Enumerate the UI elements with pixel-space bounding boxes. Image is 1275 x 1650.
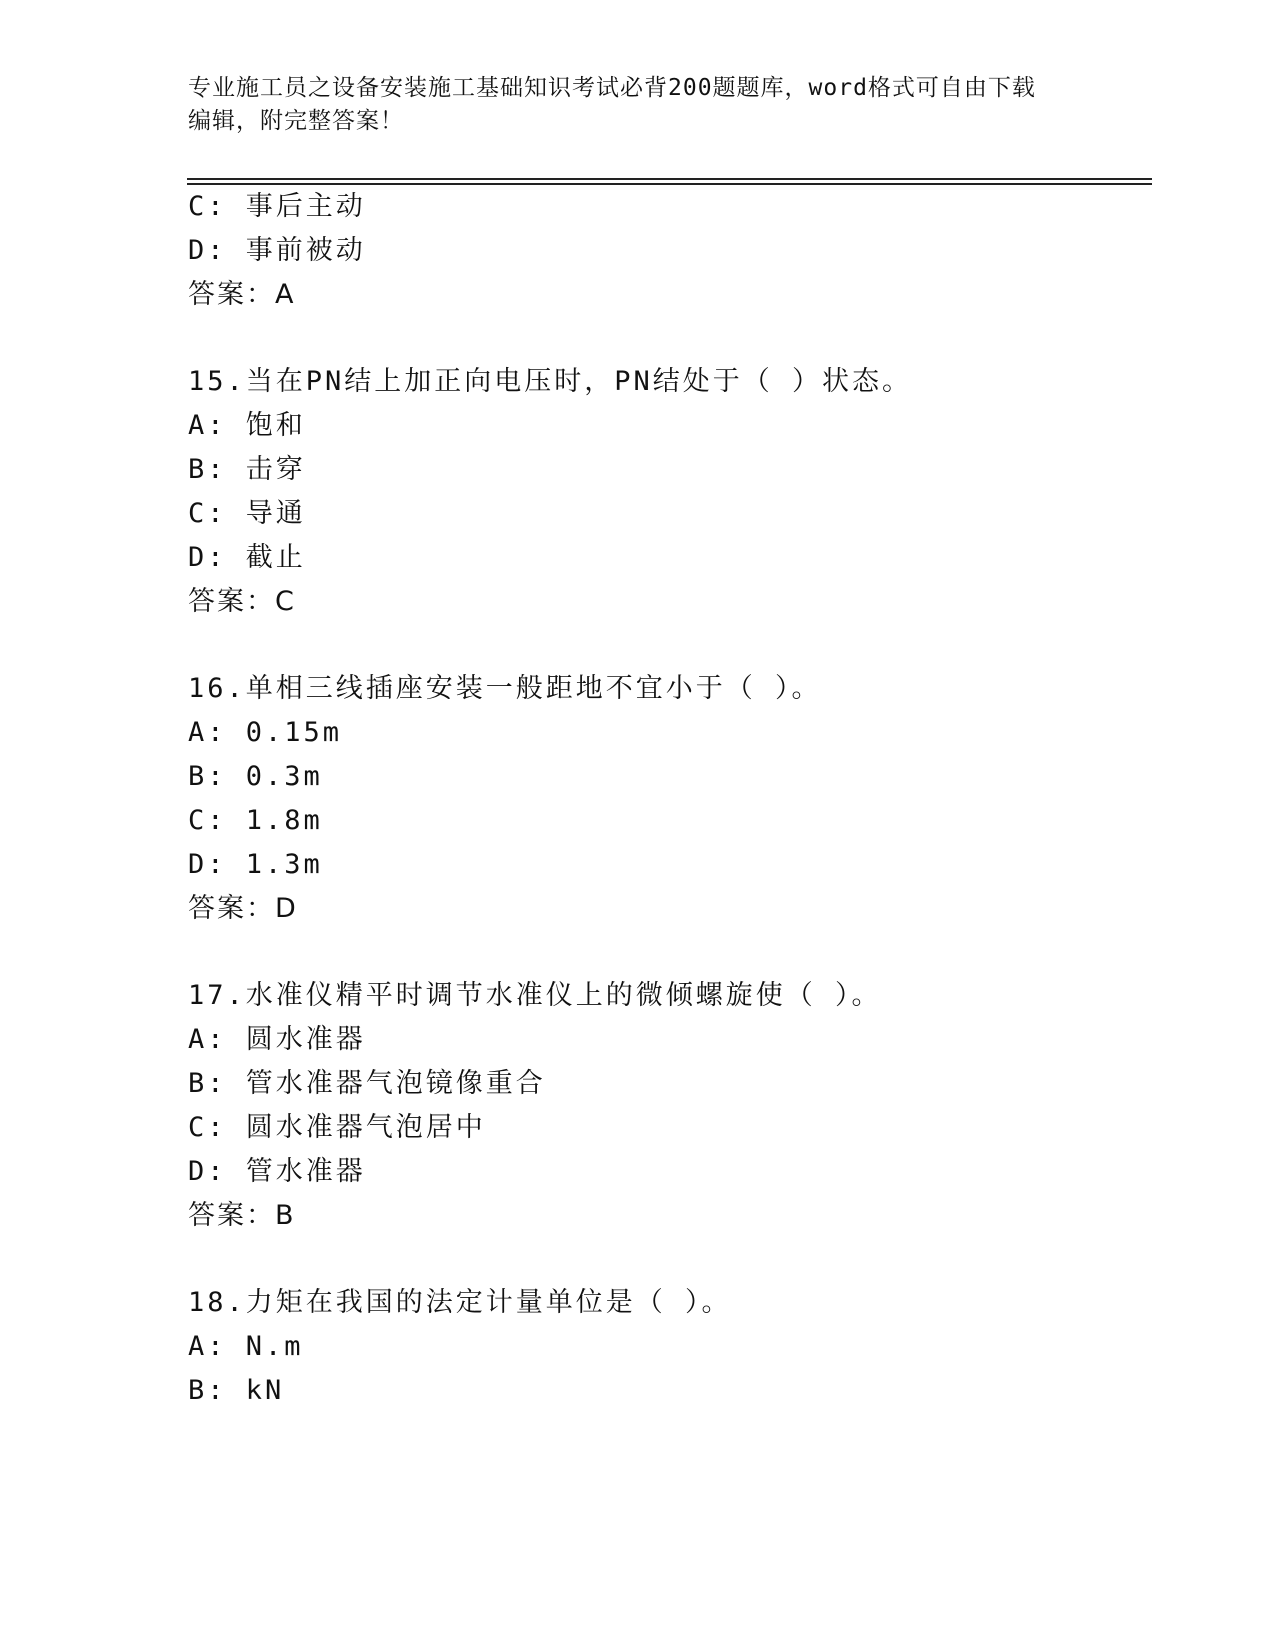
document-header xyxy=(188,72,1088,138)
header-divider-top xyxy=(187,178,1152,180)
question-16-answer: 答案：D xyxy=(188,893,298,924)
question-18-option-a: A: N.m xyxy=(188,1331,304,1362)
question-17-option-a: A: 圆水准器 xyxy=(188,1024,366,1055)
question-16-option-a: A: 0.15m xyxy=(188,717,343,748)
question-15-option-d: D: 截止 xyxy=(188,542,306,573)
question-17-stem: 17.水准仪精平时调节水准仪上的微倾螺旋使（ ）。 xyxy=(188,980,882,1011)
question-16-option-c: C: 1.8m xyxy=(188,805,323,836)
prev-option-d: D: 事前被动 xyxy=(188,235,366,266)
question-17-option-b: B: 管水准器气泡镜像重合 xyxy=(188,1068,546,1099)
question-17-option-c: C: 圆水准器气泡居中 xyxy=(188,1112,486,1143)
question-15-option-b: B: 击穿 xyxy=(188,454,306,485)
question-15-answer: 答案：C xyxy=(188,586,296,617)
question-17-answer: 答案：B xyxy=(188,1200,296,1231)
question-16-stem: 16.单相三线插座安装一般距地不宜小于（ ）。 xyxy=(188,673,822,704)
prev-option-c: C: 事后主动 xyxy=(188,191,366,222)
header-title-line-2: 编辑，附完整答案！ xyxy=(188,108,404,134)
question-18-option-b: B: kN xyxy=(188,1375,285,1406)
question-16-option-b: B: 0.3m xyxy=(188,761,323,792)
header-title-line-1: 专业施工员之设备安装施工基础知识考试必背200题题库，word格式可自由下载 xyxy=(188,75,1036,101)
question-15-stem: 15.当在PN结上加正向电压时，PN结处于（ ）状态。 xyxy=(188,366,913,397)
question-15-option-c: C: 导通 xyxy=(188,498,306,529)
question-17-option-d: D: 管水准器 xyxy=(188,1156,366,1187)
question-15-option-a: A: 饱和 xyxy=(188,410,306,441)
header-divider-bottom xyxy=(187,183,1152,185)
question-16-option-d: D: 1.3m xyxy=(188,849,323,880)
prev-answer: 答案：A xyxy=(188,279,296,310)
question-18-stem: 18.力矩在我国的法定计量单位是（ ）。 xyxy=(188,1287,732,1318)
